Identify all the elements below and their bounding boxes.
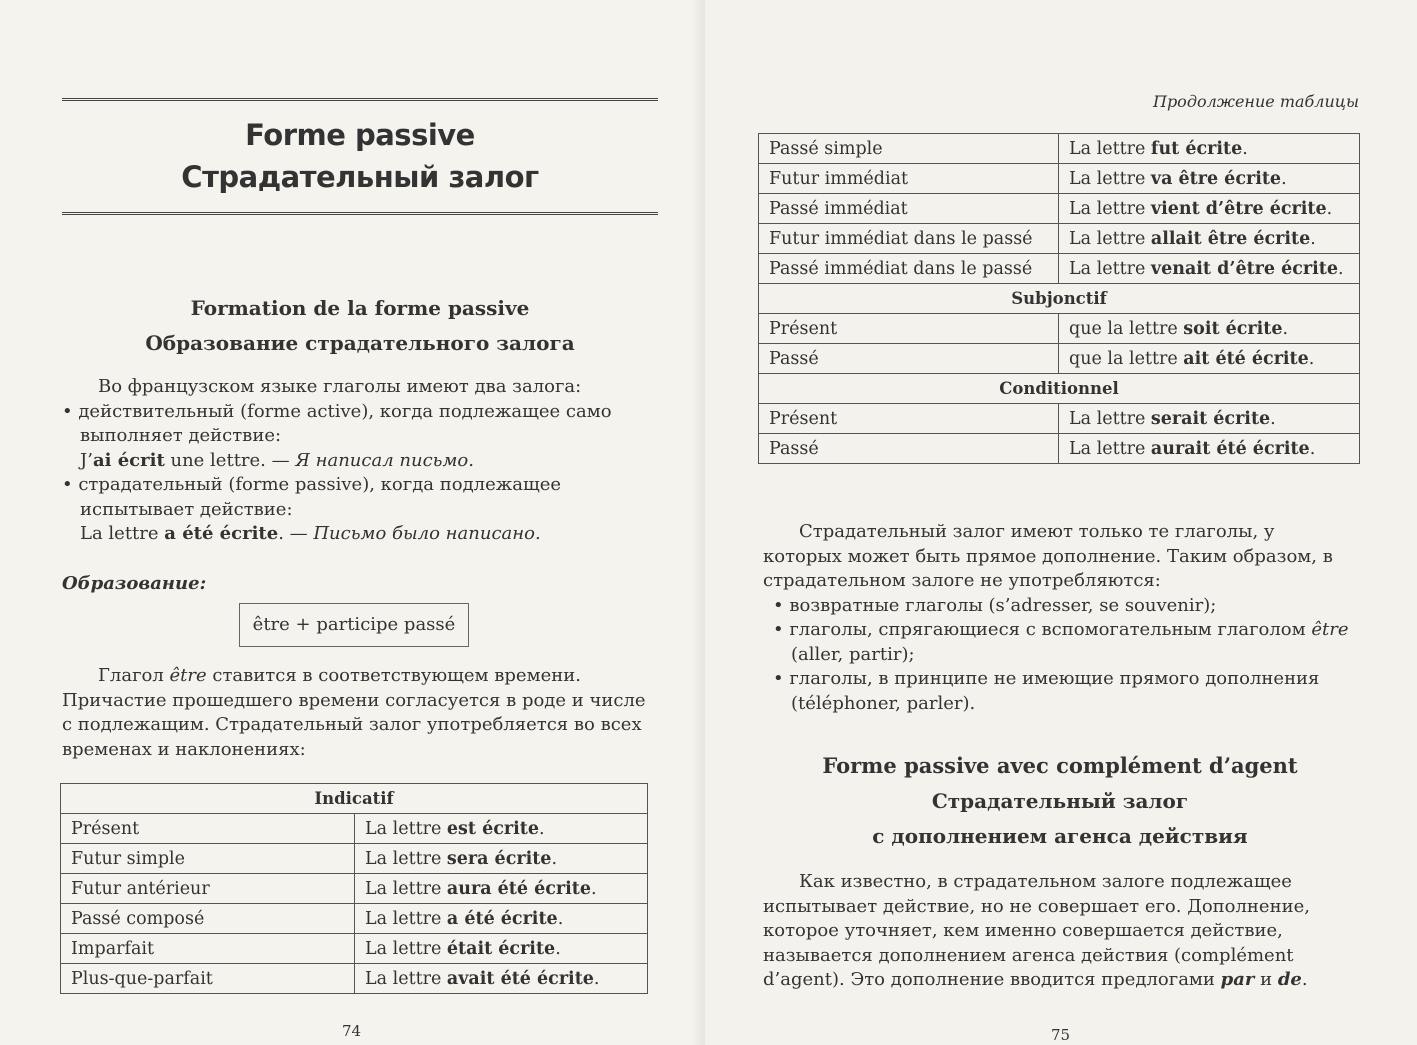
preposition-par: par (1220, 969, 1255, 990)
tense-cell: Présent (759, 404, 1059, 434)
tense-cell: Futur simple (61, 844, 355, 874)
usage-text-etre: être (169, 665, 207, 686)
tense-cell: Passé (759, 434, 1059, 464)
bullet-etre-part: (aller, partir); (791, 643, 915, 665)
bullet-intransitive: • глаголы, в принципе не имеющие прямого дополнения (téléphoner, parler). (773, 668, 1320, 714)
usage-text-part: Глагол (98, 665, 170, 686)
conditionnel-header: Conditionnel (759, 374, 1360, 404)
table-section-row (759, 374, 1360, 404)
chapter-title-fr: Forme passive (245, 118, 475, 152)
bullet-reflexive-text: возвратные глаголы (s’adresser, se souvenir); (789, 594, 1217, 616)
example-cell: La lettre fut écrite. (1059, 134, 1360, 164)
table-row (759, 134, 1360, 164)
bullet-active: • действительный (forme active), когда подлежащее само выполняет действие: (62, 400, 612, 446)
tense-cell: Passé (759, 344, 1059, 374)
table-row (759, 404, 1360, 434)
tense-cell: Présent (61, 814, 355, 844)
agent-section-title-fr: Forme passive avec complément d’agent (822, 753, 1298, 778)
chapter-title-ru: Страдательный залог (181, 160, 539, 194)
example-cell: La lettre venait d’être écrite. (1059, 254, 1360, 284)
table-row (61, 964, 648, 994)
tense-cell: Présent (759, 314, 1059, 344)
example-cell: La lettre va être écrite. (1059, 164, 1360, 194)
restrictions-block (763, 520, 1359, 716)
usage-text (62, 664, 654, 762)
table-row (759, 434, 1360, 464)
tense-cell: Plus-que-parfait (61, 964, 355, 994)
bullet-etre-verbs: • глаголы, спрягающиеся с вспомогательным глаголом être (aller, partir); (773, 619, 1349, 665)
example-cell: La lettre aura été écrite. (355, 874, 648, 904)
bullet-etre-part: глаголы, спрягающиеся с вспомогательным глаголом (789, 619, 1312, 640)
bullet-passive: • страдательный (forme passive), когда подлежащее испытывает действие: (62, 474, 562, 520)
agent-section-title-ru-2: с дополнением агенса действия (872, 824, 1248, 848)
table-row (61, 904, 648, 934)
example-passive-translation: Письмо было написано. (313, 523, 541, 544)
table-row (759, 224, 1360, 254)
table-row (61, 874, 648, 904)
table-row (759, 344, 1360, 374)
left-page (0, 0, 705, 1045)
example-active-part: J’ (80, 449, 93, 471)
subjonctif-header: Subjonctif (759, 284, 1360, 314)
restrictions-text: Страдательный залог имеют только те глаголы, у которых может быть прямое дополнение. Таким образом, в страдательном залоге не употребляются: (763, 521, 1333, 591)
section-title-ru: Образование страдательного залога (145, 331, 575, 355)
example-cell: que la lettre soit écrite. (1059, 314, 1360, 344)
page-number: 74 (342, 1022, 362, 1040)
example-cell: que la lettre ait été écrite. (1059, 344, 1360, 374)
example-cell: La lettre aurait été écrite. (1059, 434, 1360, 464)
continuation-note: Продолжение таблицы (1152, 92, 1359, 111)
example-active-translation: Я написал письмо. (295, 449, 474, 471)
example-cell: La lettre serait écrite. (1059, 404, 1360, 434)
table-row (61, 934, 648, 964)
bullet-intransitive-text: глаголы, в принципе не имеющие прямого дополнения (téléphoner, parler). (789, 668, 1320, 714)
table-row (61, 814, 648, 844)
formula-box: être + participe passé (239, 603, 469, 647)
top-double-rule (62, 98, 658, 101)
example-cell: La lettre avait été écrite. (355, 964, 648, 994)
usage-text-part: ставится в соответствующем времени. Причастие прошедшего времени согласуется в роде и числе с подлежащим. Страдательный залог употребляется во всех временах и наклонениях: (62, 665, 646, 760)
table-row (759, 194, 1360, 224)
section-title-fr: Formation de la forme passive (190, 296, 530, 320)
bullet-reflexive: • возвратные глаголы (s’adresser, se souvenir); (773, 594, 1217, 616)
tense-cell: Futur immédiat (759, 164, 1059, 194)
example-passive-part: La lettre (80, 523, 165, 544)
tense-cell: Passé immédiat (759, 194, 1059, 224)
example-passive-verb: a été écrite (164, 523, 279, 544)
tense-cell: Passé immédiat dans le passé (759, 254, 1059, 284)
tense-cell: Futur antérieur (61, 874, 355, 904)
table-row (61, 844, 648, 874)
table-section-row (759, 284, 1360, 314)
example-passive (62, 522, 658, 547)
preposition-de: de (1277, 969, 1302, 990)
bullet-active-text: действительный (forme active), когда подлежащее само выполняет действие: (78, 400, 612, 446)
example-cell: La lettre était écrite. (355, 934, 648, 964)
bullet-etre-word: être (1311, 619, 1349, 640)
example-active (62, 449, 658, 474)
example-active-part: une lettre. — (164, 449, 296, 471)
tense-cell: Passé composé (61, 904, 355, 934)
example-cell: La lettre a été écrite. (355, 904, 648, 934)
example-cell: La lettre allait être écrite. (1059, 224, 1360, 254)
bottom-double-rule (62, 212, 658, 215)
indicatif-header: Indicatif (61, 784, 648, 814)
intro-block (62, 375, 658, 547)
tense-cell: Imparfait (61, 934, 355, 964)
table-row (759, 254, 1360, 284)
agent-text-part: Как известно, в страдательном залоге подлежащее испытывает действие, но не совершает его. Дополнение, которое уточняет, кем именно совершается действие, называется дополнением агенса действия (complément d’agent). Это дополнение вводится предлогами (763, 871, 1310, 990)
agent-text-part: и (1254, 969, 1278, 990)
bullet-passive-text: страдательный (forme passive), когда подлежащее испытывает действие: (78, 474, 562, 520)
agent-text-part: . (1301, 969, 1308, 990)
example-cell: La lettre sera écrite. (355, 844, 648, 874)
agent-text (763, 870, 1359, 993)
table-row (759, 164, 1360, 194)
intro-text: Во французском языке глаголы имеют два залога: (98, 376, 582, 397)
indicatif-table (60, 783, 648, 994)
tense-cell: Futur immédiat dans le passé (759, 224, 1059, 254)
example-cell: La lettre est écrite. (355, 814, 648, 844)
continued-table (758, 133, 1360, 464)
example-cell: La lettre vient d’être écrite. (1059, 194, 1360, 224)
agent-section-title-ru-1: Страдательный залог (931, 789, 1189, 813)
example-active-verb: ai écrit (92, 449, 165, 471)
formation-label: Образование: (62, 573, 207, 594)
table-row (759, 314, 1360, 344)
tense-cell: Passé simple (759, 134, 1059, 164)
example-passive-part: . — (278, 523, 314, 544)
page-number: 75 (1051, 1026, 1071, 1044)
right-page (705, 0, 1417, 1045)
